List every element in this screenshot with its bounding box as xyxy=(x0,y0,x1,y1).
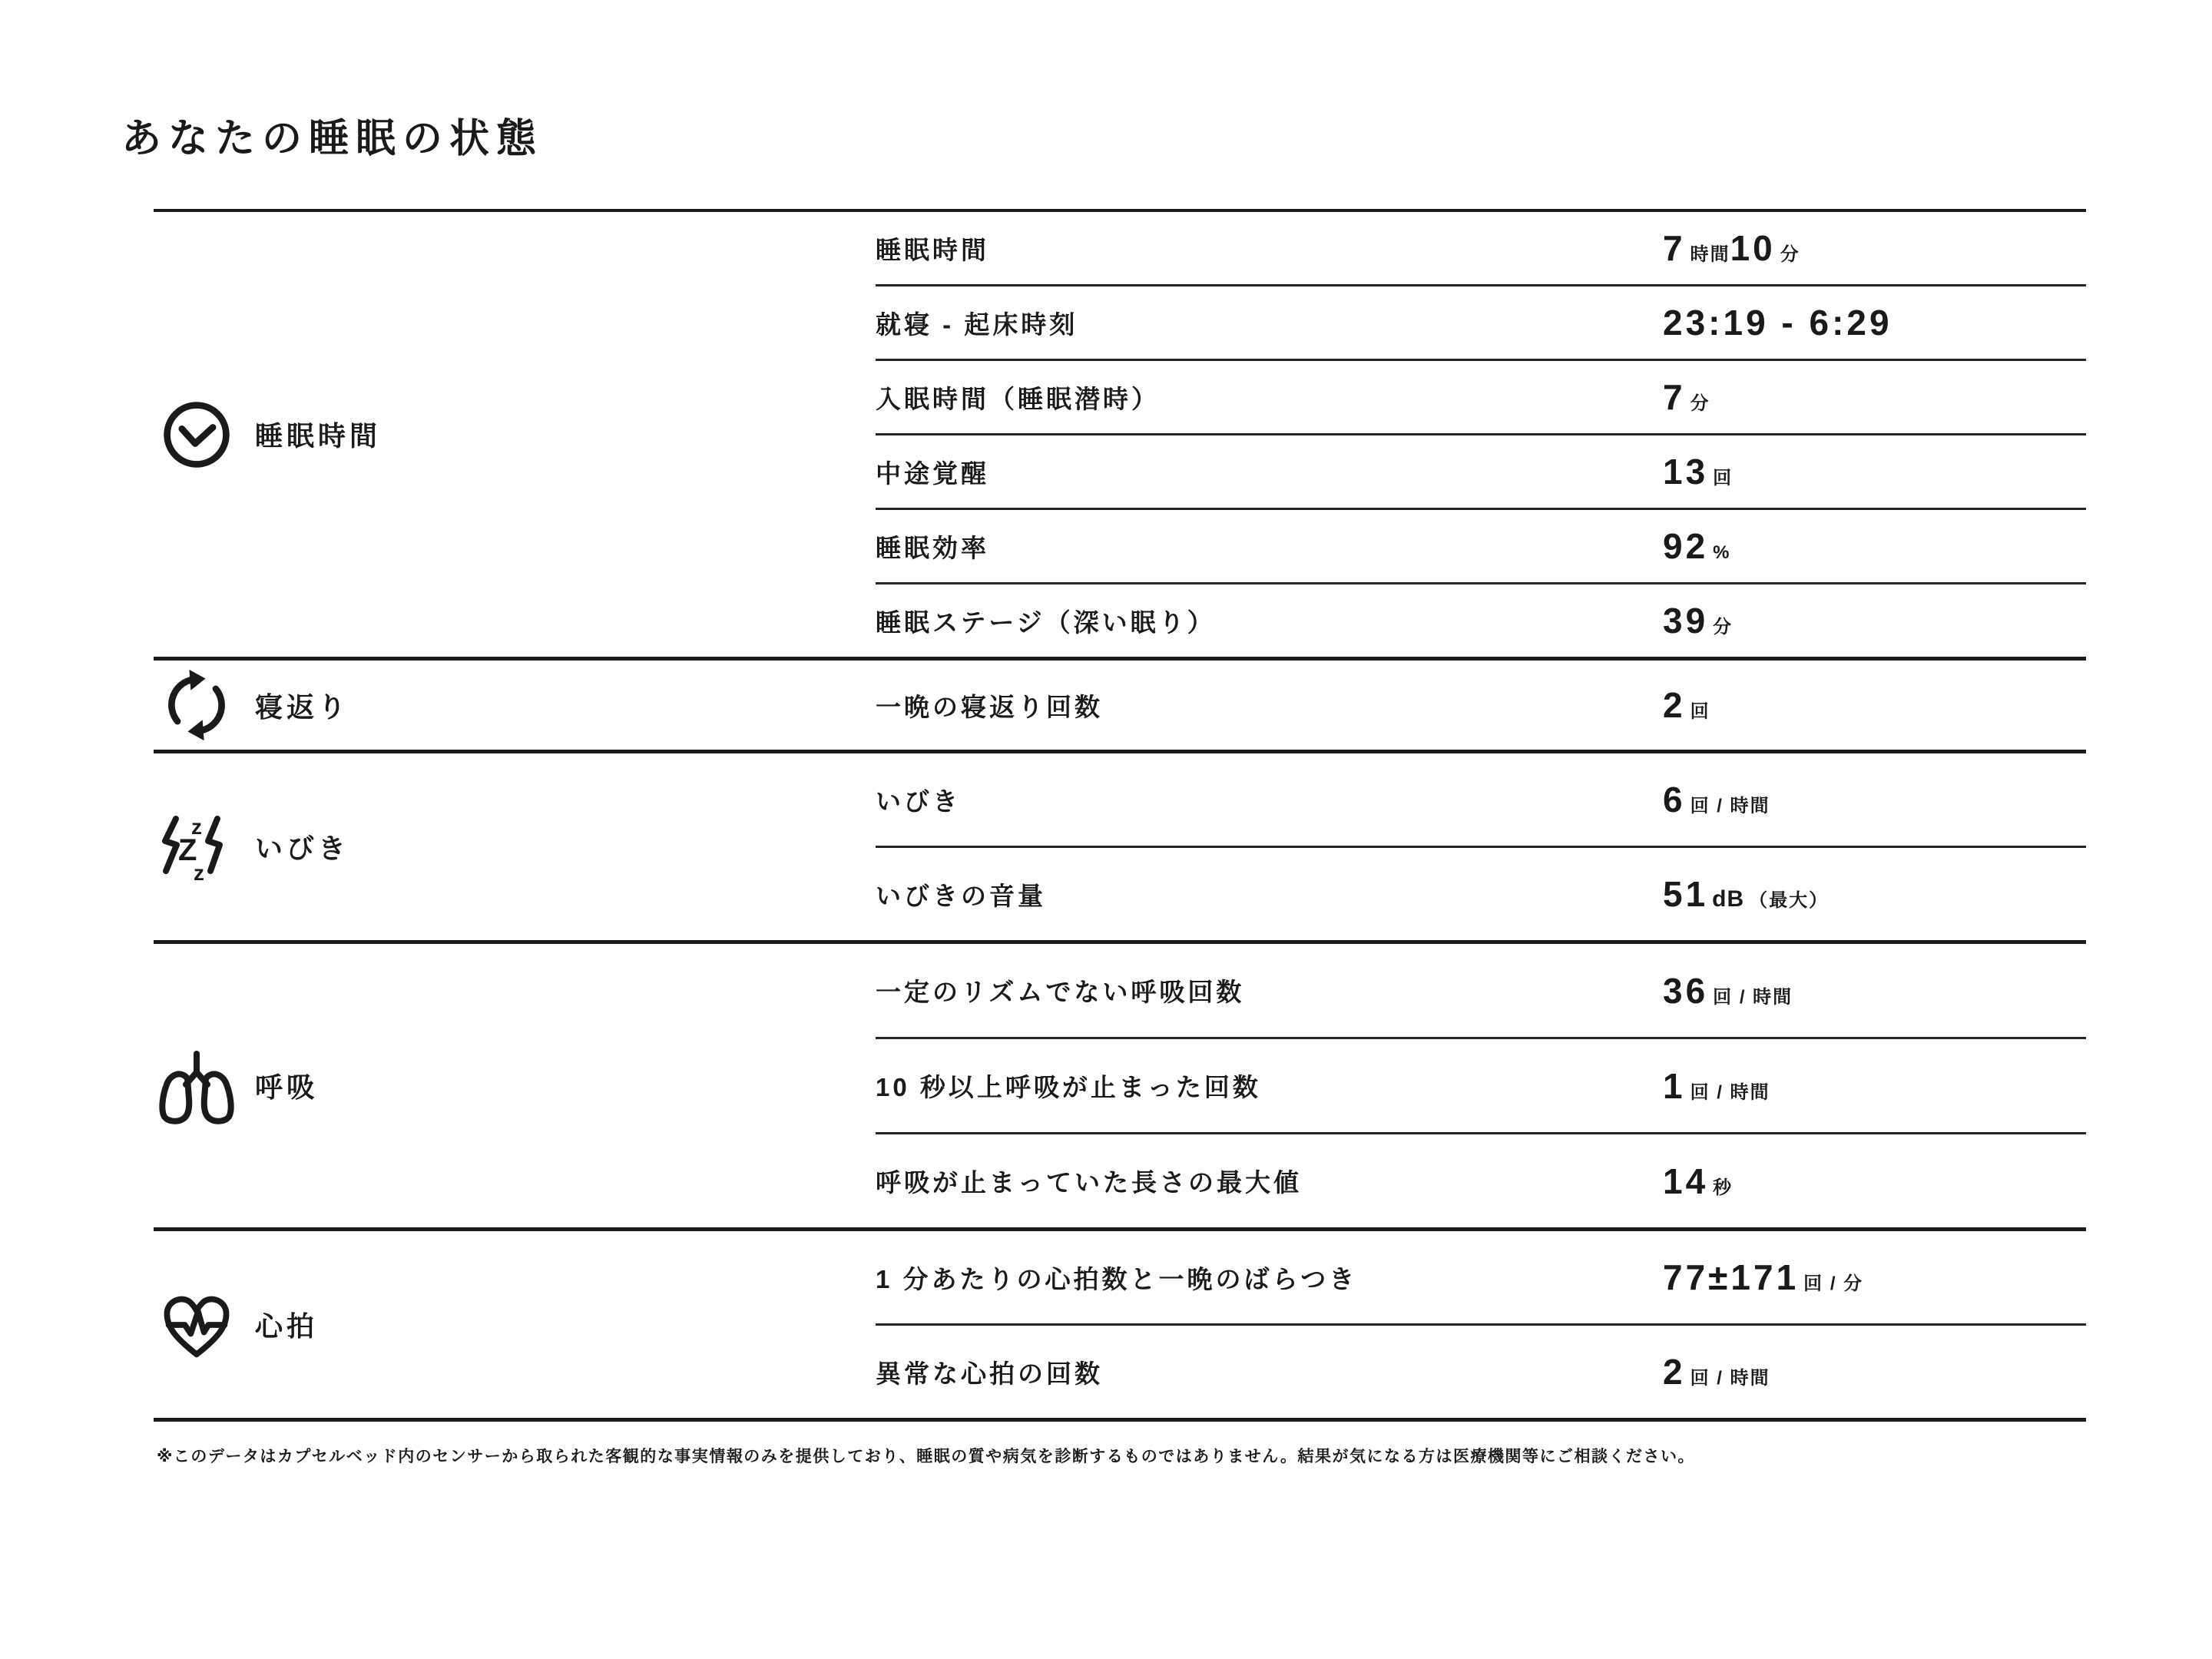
table-row xyxy=(876,1132,2086,1227)
value-segment: 時間 xyxy=(1690,244,1730,265)
row-label: 入眠時間（睡眠潜時） xyxy=(876,384,1160,413)
section-sleep-time xyxy=(154,212,2086,661)
row-value xyxy=(1663,525,1731,567)
row-value xyxy=(1663,1065,1770,1107)
svg-text:z: z xyxy=(194,860,204,885)
value-segment: 秒 xyxy=(1713,1177,1734,1198)
row-label: 一晩の寝返り回数 xyxy=(876,692,1103,721)
row-value xyxy=(1663,684,1710,726)
value-segment: 分 xyxy=(1713,617,1734,637)
value-segment: 回 / 分 xyxy=(1803,1273,1864,1294)
value-segment: 36 xyxy=(1663,970,1709,1011)
section-heart-rate xyxy=(154,1231,2086,1422)
table-row xyxy=(876,284,2086,359)
category-label: 睡眠時間 xyxy=(255,420,382,452)
row-label: 睡眠効率 xyxy=(876,533,989,562)
clock-icon xyxy=(157,398,237,472)
value-segment: （最大） xyxy=(1749,890,1830,911)
row-value xyxy=(1663,376,1710,418)
row-label: 呼吸が止まっていた長さの最大値 xyxy=(876,1168,1302,1197)
value-segment: 回 / 時間 xyxy=(1713,986,1793,1008)
section-turn-over xyxy=(154,661,2086,753)
value-segment: 分 xyxy=(1780,244,1800,265)
row-label: 中途覚醒 xyxy=(876,459,989,488)
row-value xyxy=(1663,451,1733,492)
category-label: いびき xyxy=(255,833,350,864)
rotate-icon xyxy=(157,667,237,743)
category-turn-over xyxy=(154,661,876,750)
table-row xyxy=(876,1231,2086,1323)
lungs-icon xyxy=(157,1048,237,1124)
value-segment: 7 xyxy=(1663,228,1686,268)
section-rows xyxy=(876,1231,2086,1418)
value-segment: 92 xyxy=(1663,526,1709,566)
row-value xyxy=(1663,873,1829,915)
value-segment: 39 xyxy=(1663,601,1709,641)
row-value xyxy=(1663,1351,1770,1392)
row-value xyxy=(1663,970,1793,1012)
value-segment: 77±171 xyxy=(1663,1257,1800,1297)
row-label: 1 分あたりの心拍数と一晩のばらつき xyxy=(876,1264,1358,1293)
category-label: 寝返り xyxy=(255,690,350,723)
category-label: 呼吸 xyxy=(255,1071,319,1103)
section-rows xyxy=(876,212,2086,657)
value-segment: 回 xyxy=(1690,701,1710,722)
footnote: ※このデータはカプセルベッド内のセンサーから取られた客観的な事実情報のみを提供しており、睡眠の質や病気を診断するものではありません。結果が気になる方は医療機関等にご相談ください。 xyxy=(157,1448,1695,1465)
row-value xyxy=(1663,302,1892,343)
table-row xyxy=(876,944,2086,1037)
page-title: あなたの睡眠の状態 xyxy=(121,117,544,161)
table-row xyxy=(876,846,2086,940)
category-breathing xyxy=(154,944,876,1227)
value-segment: 14 xyxy=(1663,1161,1709,1201)
value-segment: 7 xyxy=(1663,377,1686,417)
table-row xyxy=(876,1037,2086,1132)
value-segment: 回 / 時間 xyxy=(1690,796,1770,816)
row-label: 10 秒以上呼吸が止まった回数 xyxy=(876,1073,1261,1101)
row-value xyxy=(1663,1161,1733,1202)
row-label: 異常な心拍の回数 xyxy=(876,1359,1103,1388)
category-sleep-time xyxy=(154,212,876,657)
value-segment: 1 xyxy=(1663,1065,1686,1106)
table-row xyxy=(876,359,2086,433)
category-label: 心拍 xyxy=(255,1310,319,1342)
value-segment: 51 xyxy=(1663,874,1709,914)
table-row xyxy=(876,1323,2086,1418)
row-label: 一定のリズムでない呼吸回数 xyxy=(876,978,1245,1006)
svg-text:z: z xyxy=(191,814,202,839)
row-value xyxy=(1663,1257,1863,1298)
row-label: いびき xyxy=(876,786,961,816)
section-breathing xyxy=(154,944,2086,1231)
value-segment: 回 / 時間 xyxy=(1690,1368,1770,1389)
value-segment: 6 xyxy=(1663,780,1686,820)
row-label: 睡眠ステージ（深い眠り） xyxy=(876,608,1216,637)
value-segment: 2 xyxy=(1663,685,1686,725)
value-segment: 回 / 時間 xyxy=(1690,1081,1770,1103)
row-label: いびきの音量 xyxy=(876,881,1046,910)
value-segment: 23:19 - 6:29 xyxy=(1663,303,1892,343)
value-segment: dB xyxy=(1712,886,1745,912)
value-segment: 10 xyxy=(1730,228,1776,268)
section-snoring xyxy=(154,753,2086,944)
value-segment: 13 xyxy=(1663,452,1709,492)
section-rows xyxy=(876,944,2086,1227)
value-segment: 2 xyxy=(1663,1352,1686,1392)
table-row xyxy=(876,582,2086,657)
snore-icon xyxy=(157,806,237,888)
row-value xyxy=(1663,779,1770,820)
table-row xyxy=(876,661,2086,750)
section-rows xyxy=(876,661,2086,750)
section-rows xyxy=(876,753,2086,940)
heart-pulse-icon xyxy=(157,1288,237,1362)
row-value xyxy=(1663,227,1800,269)
svg-text:Z: Z xyxy=(178,833,197,867)
row-label: 睡眠時間 xyxy=(876,235,989,264)
row-value xyxy=(1663,600,1733,641)
row-label: 就寝 - 起床時刻 xyxy=(876,310,1078,339)
value-segment: 分 xyxy=(1690,393,1710,414)
value-segment: 回 xyxy=(1713,468,1734,488)
table-row xyxy=(876,508,2086,582)
category-heart-rate xyxy=(154,1231,876,1418)
table-row xyxy=(876,212,2086,284)
table-row xyxy=(876,753,2086,846)
category-snoring xyxy=(154,753,876,940)
value-segment: % xyxy=(1713,542,1731,563)
sleep-data-table xyxy=(154,209,2086,1422)
table-row xyxy=(876,433,2086,508)
